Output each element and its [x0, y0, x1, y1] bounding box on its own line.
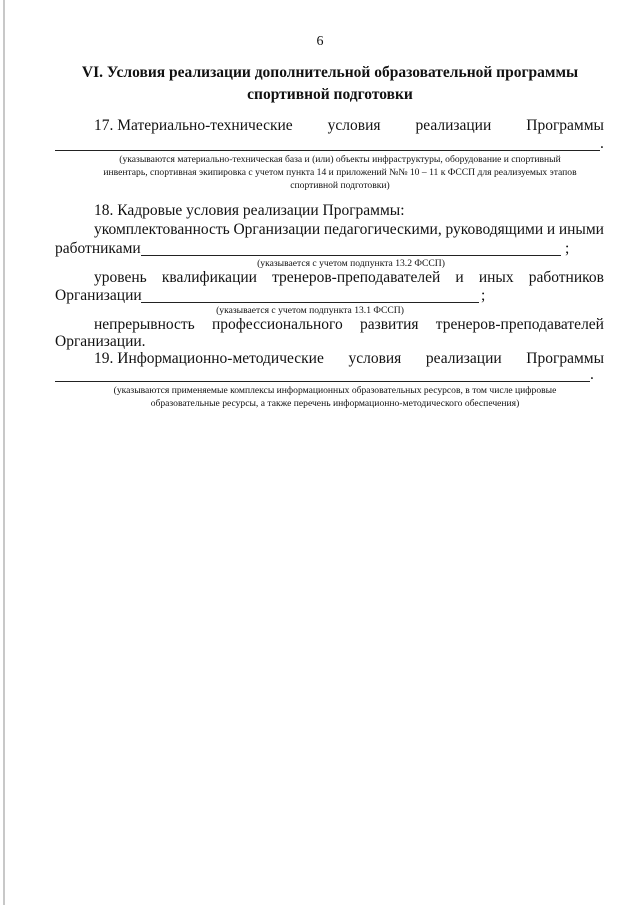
item-19-word: реализации: [425, 350, 502, 367]
item-17-note-line-1: (указываются материально-техническая база и (или) объекты инфраструктуры, оборудование и спортивный: [119, 154, 561, 165]
staffing-word: укомплектованность: [94, 221, 230, 238]
item-17-word: реализации: [415, 117, 492, 134]
continuity-word: профессионального: [211, 316, 343, 333]
item-17-word: Программы: [526, 117, 604, 134]
staffing-word: иными: [558, 221, 604, 238]
staffing-word: Организации: [233, 221, 321, 238]
staffing-note: (указывается с учетом подпункта 13.2 ФССП): [257, 258, 445, 269]
item-17-note-line-3: спортивной подготовки): [290, 180, 390, 191]
qualification-word: уровень: [94, 269, 147, 286]
item-19-text: [94, 350, 604, 368]
item-18-continuity-text: [94, 316, 604, 334]
qualification-word: квалификации: [161, 269, 257, 286]
item-19-fill-line[interactable]: [55, 381, 590, 382]
item-19-note-line-2: образовательные ресурсы, а также перечень информационно-методического обеспечения): [150, 398, 520, 409]
continuity-word: непрерывность: [94, 316, 195, 333]
staffing-word: педагогическими,: [323, 221, 442, 238]
qualification-end-mark: ;: [481, 287, 486, 304]
item-17-end-mark: .: [600, 135, 604, 152]
staffing-end-mark: ;: [565, 240, 570, 257]
item-18-title: 18. Кадровые условия реализации Программы:: [94, 202, 405, 219]
staffing-word: руководящими: [445, 221, 544, 238]
qualification-word: иных: [478, 269, 514, 286]
staffing-word: и: [546, 221, 556, 238]
staffing-continuation: работниками: [55, 240, 141, 257]
qualification-fill-line[interactable]: [141, 302, 479, 303]
item-19-end-mark: .: [590, 366, 594, 383]
qualification-continuation: Организации: [55, 287, 142, 304]
qualification-note: (указывается с учетом подпункта 13.1 ФССП): [216, 305, 404, 316]
item-19-word: 19. Информационно-методические: [94, 350, 324, 367]
item-18-staffing-text: [94, 221, 604, 239]
qualification-word: работников: [528, 269, 604, 286]
continuity-word: тренеров-преподавателей: [435, 316, 604, 333]
page-number: 6: [316, 34, 324, 49]
qualification-word: тренеров-преподавателей: [272, 269, 441, 286]
section-title-line-2: спортивной подготовки: [247, 86, 413, 103]
item-17-word: условия: [327, 117, 381, 134]
section-title-line-1: VI. Условия реализации дополнительной образовательной программы: [81, 64, 579, 81]
continuity-continuation: Организации.: [55, 333, 146, 350]
item-18-qualification-text: [94, 269, 604, 287]
item-19-note-line-1: (указываются применяемые комплексы информационных образовательных ресурсов, в том числе цифровые: [113, 385, 557, 396]
item-17-fill-line[interactable]: [55, 150, 600, 151]
item-19-word: Программы: [526, 350, 604, 367]
qualification-word: и: [455, 269, 464, 286]
item-19-word: условия: [348, 350, 402, 367]
continuity-word: развития: [359, 316, 419, 333]
item-17-text: [94, 117, 604, 135]
staffing-fill-line[interactable]: [141, 255, 561, 256]
item-17-note-line-2: инвентарь, спортивная экипировка с учетом пункта 14 и приложений №№ 10 – 11 к ФССП для реализуемых этапов: [103, 167, 577, 178]
item-17-word: 17. Материально-технические: [94, 117, 293, 134]
